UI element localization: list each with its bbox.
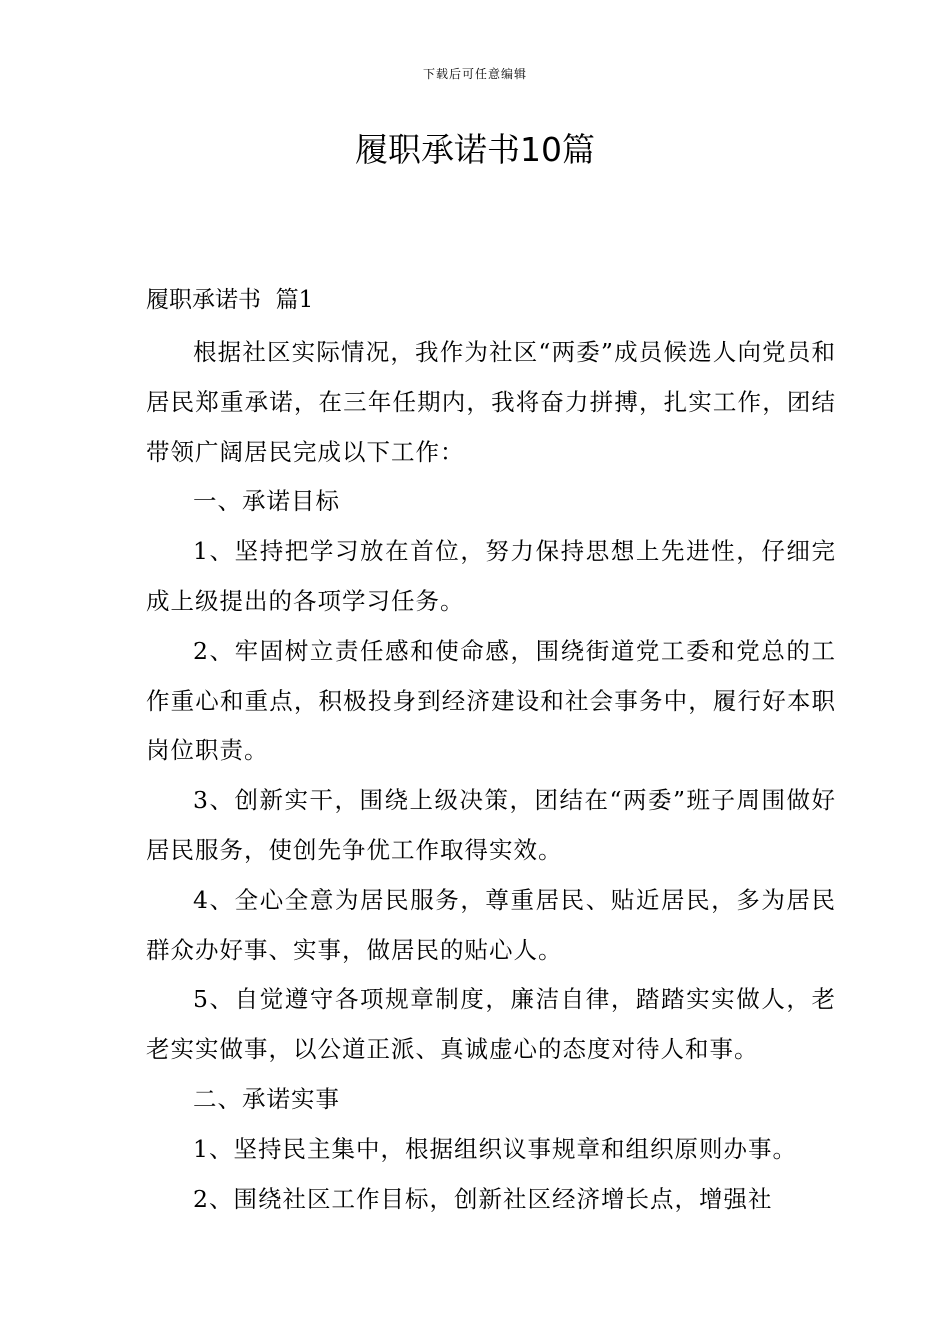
section-heading: 履职承诺书 篇1 (146, 287, 314, 313)
paragraph: 根据社区实际情况，我作为社区“两委”成员候选人向党员和居民郑重承诺，在三年任期内，我将奋力拼搏，扎实工作，团结带领广阔居民完成以下工作： (146, 338, 836, 466)
paragraph: 2、牢固树立责任感和使命感，围绕街道党工委和党总的工作重心和重点，积极投身到经济建设和社会事务中，履行好本职岗位职责。 (146, 636, 836, 765)
document-body (146, 328, 836, 1224)
document-title: 履职承诺书10篇 (355, 130, 595, 169)
paragraph: 一、承诺目标 (193, 487, 340, 516)
paragraph: 3、创新实干，围绕上级决策，团结在“两委”班子周围做好居民服务，使创先争优工作取得实效。 (146, 786, 836, 864)
paragraph: 4、全心全意为居民服务，尊重居民、贴近居民，多为居民群众办好事、实事，做居民的贴心人。 (146, 885, 836, 964)
paragraph: 1、坚持把学习放在首位，努力保持思想上先进性，仔细完成上级提出的各项学习任务。 (146, 537, 836, 615)
paragraph: 1、坚持民主集中，根据组织议事规章和组织原则办事。 (193, 1134, 797, 1163)
paragraph: 2、围绕社区工作目标，创新社区经济增长点，增强社 (193, 1184, 773, 1213)
header-note: 下载后可任意编辑 (422, 67, 527, 81)
paragraph: 二、承诺实事 (193, 1084, 340, 1113)
paragraph: 5、自觉遵守各项规章制度，廉洁自律，踏踏实实做人，老老实实做事，以公道正派、真诚虚心的态度对待人和事。 (146, 985, 836, 1064)
